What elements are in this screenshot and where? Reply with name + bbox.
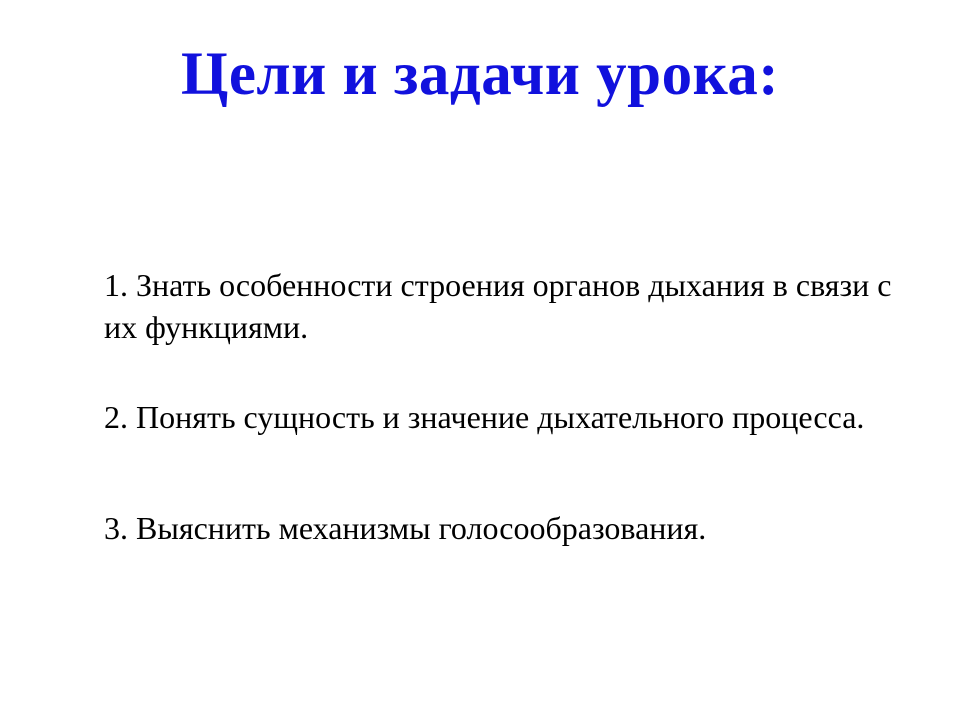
goal-item-2: 2. Понять сущность и значение дыхательного процесса. [104, 399, 865, 435]
goal-item-3: 3. Выяснить механизмы голосообразования. [104, 510, 707, 546]
goal-item-1: 1. Знать особенности строения органов дыхания в связи с их функциями. [104, 267, 892, 345]
slide-title: Цели и задачи урока: [180, 41, 780, 108]
